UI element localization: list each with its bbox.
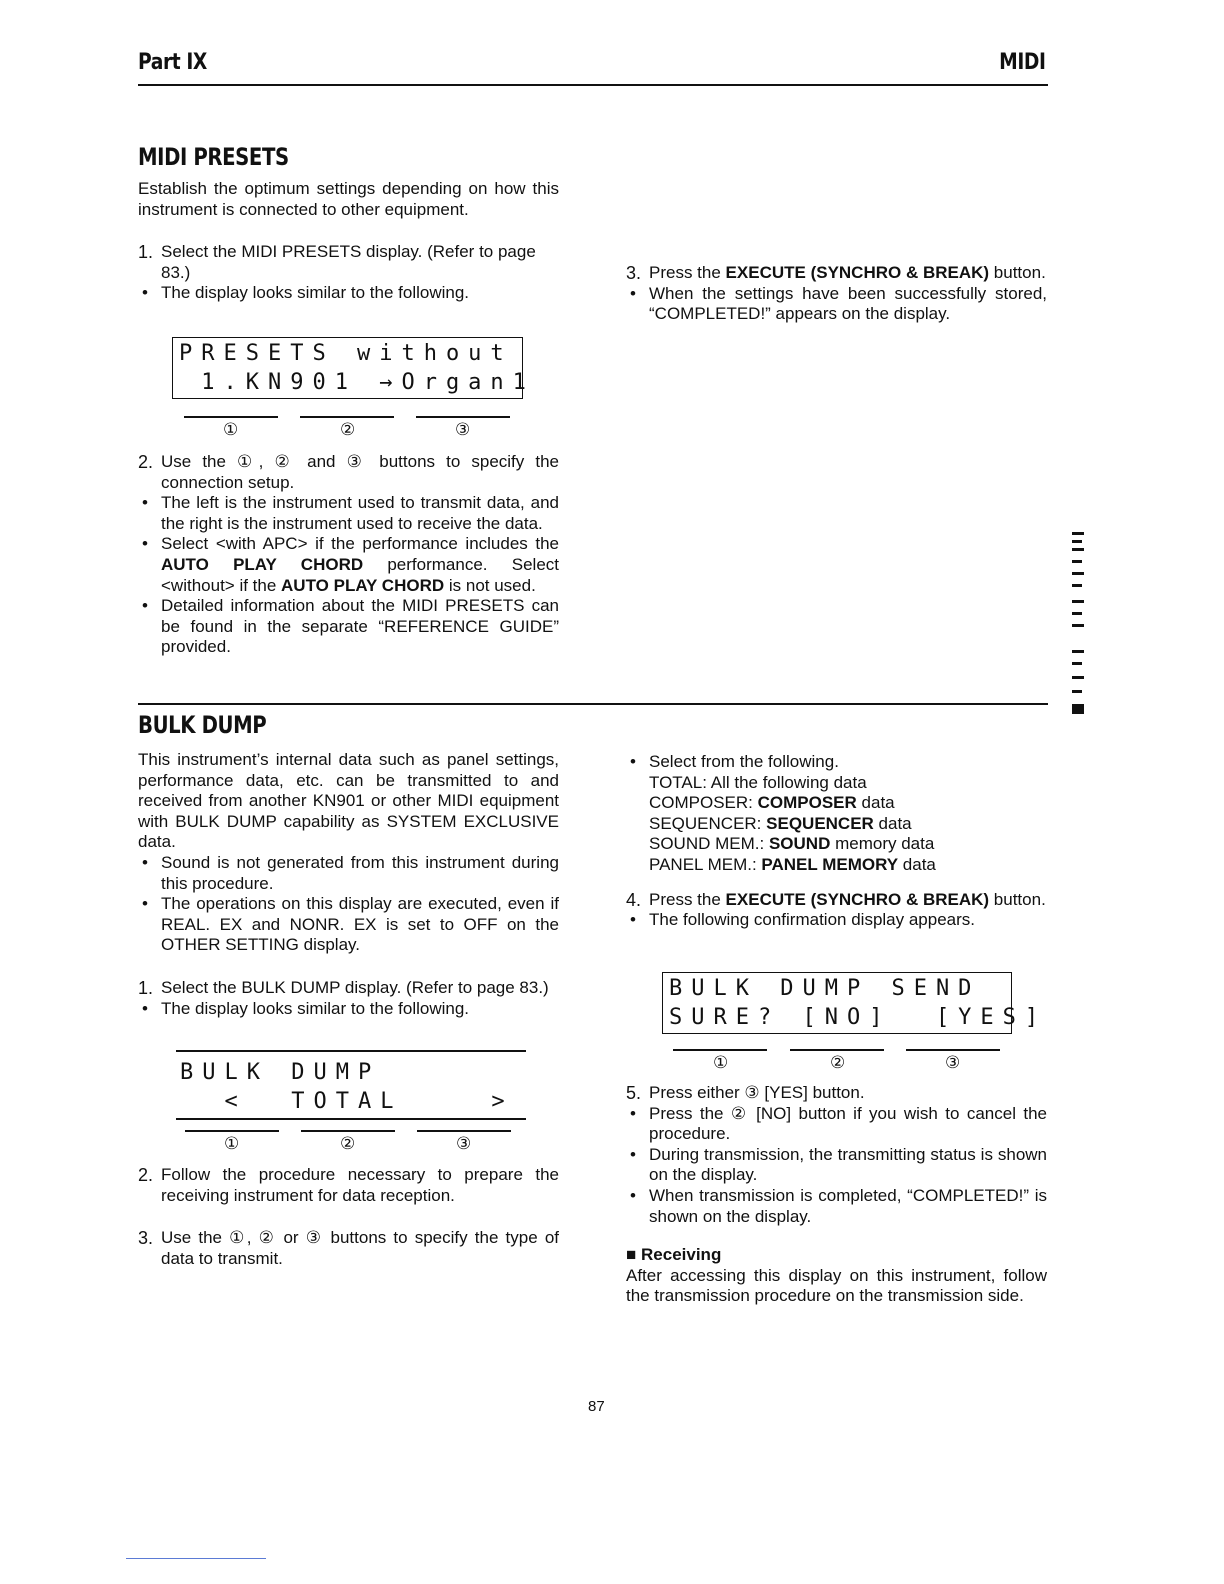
option-suffix: data bbox=[873, 813, 912, 833]
thumb-index-mark bbox=[1072, 540, 1082, 543]
step-text: Press either ③ [YES] button. bbox=[649, 1083, 865, 1102]
bulk-dump-step-5-bullet-2: • During transmission, the transmitting status is shown on the display. bbox=[626, 1145, 1047, 1186]
option-composer bbox=[649, 793, 1047, 814]
bulk-dump-title: BULK DUMP bbox=[138, 711, 267, 739]
midi-presets-step-2 bbox=[138, 452, 559, 493]
midi-presets-step-2-bullet-2: • Detailed information about the MIDI PRESETS can be found in the separate “REFERENCE GUIDE” provided. bbox=[138, 596, 559, 658]
thumb-index-mark bbox=[1072, 532, 1084, 535]
option-suffix: memory data bbox=[830, 834, 935, 854]
thumb-index-mark bbox=[1072, 572, 1084, 575]
presets-display bbox=[172, 337, 535, 399]
confirm-display-line-2: SURE? [NO] [YES] bbox=[669, 1005, 1048, 1030]
confirm-display-line-1: BULK DUMP SEND bbox=[669, 976, 981, 1001]
apc-text-a: Select <with APC> if the performance includes the bbox=[161, 534, 559, 554]
step-number: 2. bbox=[138, 1165, 154, 1185]
step-number: 4. bbox=[626, 889, 642, 910]
button-3-label: ③ bbox=[455, 420, 471, 440]
thumb-index-mark bbox=[1072, 662, 1082, 665]
step-text: Follow the procedure necessary to prepare the receiving instrument for data reception. bbox=[161, 1165, 559, 1205]
midi-presets-apc-bullet bbox=[138, 534, 559, 596]
thumb-index-mark bbox=[1072, 612, 1082, 615]
button-2-label: ② bbox=[340, 1134, 356, 1154]
step-number: 1. bbox=[138, 242, 154, 263]
midi-presets-left-column-2 bbox=[138, 452, 559, 658]
bulk-display-line-2: < TOTAL > bbox=[180, 1089, 514, 1114]
data-type-options bbox=[626, 773, 1047, 876]
button-2-underline bbox=[301, 1130, 395, 1132]
button-1-underline bbox=[185, 1130, 279, 1132]
section-label: MIDI bbox=[999, 50, 1046, 75]
bulk-display-top-line bbox=[176, 1050, 526, 1052]
button-1-label: ① bbox=[713, 1053, 729, 1073]
option-bold: SEQUENCER bbox=[766, 813, 874, 833]
option-label: COMPOSER: bbox=[649, 793, 758, 813]
thumb-index-mark bbox=[1072, 704, 1084, 714]
step-text: Select the BULK DUMP display. (Refer to page 83.) bbox=[161, 977, 549, 997]
bulk-dump-right-column bbox=[626, 752, 1047, 931]
midi-presets-right-column bbox=[626, 263, 1047, 325]
thumb-index-mark bbox=[1072, 650, 1084, 653]
button-3-label: ③ bbox=[945, 1053, 961, 1073]
button-2-label: ② bbox=[340, 420, 356, 440]
execute-button-name: EXECUTE (SYNCHRO & BREAK) bbox=[725, 889, 990, 909]
apc-text-e: is not used. bbox=[444, 575, 536, 595]
option-bold: SOUND bbox=[768, 834, 831, 854]
button-3-underline bbox=[906, 1049, 1000, 1051]
bulk-dump-step-4 bbox=[626, 890, 1047, 911]
header-rule bbox=[138, 84, 1048, 86]
option-label: TOTAL: bbox=[649, 772, 711, 792]
presets-display-line-2: 1.KN901 →Organ1 bbox=[179, 370, 535, 395]
button-3-underline bbox=[416, 416, 510, 418]
receiving-heading bbox=[626, 1245, 1047, 1266]
button-2-underline bbox=[300, 416, 394, 418]
button-3-underline bbox=[417, 1130, 511, 1132]
midi-presets-intro: Establish the optimum settings depending on how this instrument is connected to other equipment. bbox=[138, 179, 559, 219]
square-bullet-icon: ■ bbox=[626, 1245, 637, 1265]
button-1-label: ① bbox=[223, 420, 239, 440]
bulk-dump-step-1 bbox=[138, 978, 559, 999]
option-suffix: All the following data bbox=[710, 772, 867, 792]
step-text-a: Press the bbox=[649, 889, 726, 909]
option-suffix: data bbox=[856, 793, 895, 813]
section-divider bbox=[138, 703, 1048, 705]
thumb-index-mark bbox=[1072, 690, 1082, 693]
footer-line bbox=[126, 1558, 266, 1559]
midi-presets-title: MIDI PRESETS bbox=[138, 143, 289, 171]
option-total bbox=[649, 773, 1047, 794]
bulk-dump-intro: This instrument’s internal data such as panel settings, performance data, etc. can be transmitted to and received from another KN901 or other MIDI equipment with BULK DUMP capability as SYSTEM EXCLUSIVE data. bbox=[138, 750, 559, 852]
step-text: Use the ①, ② and ③ buttons to specify the connection setup. bbox=[161, 452, 559, 492]
bulk-dump-step-4-bullet: • The following confirmation display appears. bbox=[626, 910, 1047, 931]
thumb-index-mark bbox=[1072, 624, 1084, 627]
thumb-index-mark bbox=[1072, 560, 1082, 563]
presets-display-line-1: PRESETS without bbox=[179, 341, 513, 366]
bulk-dump-left-column bbox=[138, 750, 559, 1019]
option-bold: PANEL MEMORY bbox=[761, 854, 899, 874]
bulk-dump-step-3 bbox=[138, 1228, 559, 1269]
midi-presets-step-1-bullet: • The display looks similar to the following. bbox=[138, 283, 559, 304]
option-panel-mem bbox=[649, 855, 1047, 876]
bulk-display-line-1: BULK DUMP bbox=[180, 1060, 381, 1085]
option-label: SOUND MEM.: bbox=[649, 834, 769, 854]
bulk-dump-step-5-bullet-1: • Press the ② [NO] button if you wish to cancel the procedure. bbox=[626, 1104, 1047, 1145]
bulk-dump-intro-bullet-1: • Sound is not generated from this instrument during this procedure. bbox=[138, 853, 559, 894]
step-text-c: button. bbox=[989, 889, 1046, 909]
button-1-underline bbox=[184, 416, 278, 418]
page-number: 87 bbox=[588, 1398, 605, 1415]
select-intro: • Select from the following. bbox=[626, 752, 1047, 773]
option-sound-mem bbox=[649, 834, 1047, 855]
bulk-dump-left-column-2 bbox=[138, 1165, 559, 1269]
step-text-a: Press the bbox=[649, 263, 726, 282]
step-number: 5. bbox=[626, 1083, 642, 1103]
step-text: Use the ①, ② or ③ buttons to specify the type of data to transmit. bbox=[161, 1228, 559, 1268]
midi-presets-left-column bbox=[138, 179, 559, 304]
option-sequencer bbox=[649, 814, 1047, 835]
step-number: 3. bbox=[138, 1228, 154, 1249]
step-text-c: button. bbox=[989, 263, 1046, 282]
bulk-display-bottom-line bbox=[176, 1118, 526, 1120]
step-text: Select the MIDI PRESETS display. (Refer to page 83.) bbox=[161, 242, 536, 282]
option-label: SEQUENCER: bbox=[649, 813, 767, 833]
thumb-index-mark bbox=[1072, 584, 1082, 587]
bulk-dump-step-2 bbox=[138, 1165, 559, 1206]
button-3-label: ③ bbox=[456, 1134, 472, 1154]
receiving-title: Receiving bbox=[641, 1245, 722, 1265]
confirm-display bbox=[662, 972, 1048, 1034]
part-label: Part IX bbox=[138, 50, 207, 75]
midi-presets-step-1 bbox=[138, 242, 559, 283]
apc-bold-2: AUTO PLAY CHORD bbox=[281, 575, 445, 595]
button-2-label: ② bbox=[830, 1053, 846, 1073]
step-number: 1. bbox=[138, 977, 154, 998]
receiving-text: After accessing this display on this instrument, follow the transmission procedure on the transmission side. bbox=[626, 1265, 1047, 1306]
option-label: PANEL MEM.: bbox=[649, 854, 762, 874]
bulk-dump-right-column-2 bbox=[626, 1083, 1047, 1307]
midi-presets-step-3-bullet: • When the settings have been successfully stored, “COMPLETED!” appears on the display. bbox=[626, 284, 1047, 325]
thumb-index-mark bbox=[1072, 676, 1084, 679]
thumb-index-mark bbox=[1072, 600, 1084, 603]
midi-presets-step-2-bullet-1: • The left is the instrument used to transmit data, and the right is the instrument used to receive the data. bbox=[138, 493, 559, 534]
execute-button-name: EXECUTE (SYNCHRO & BREAK) bbox=[725, 263, 990, 282]
step-number: 3. bbox=[626, 263, 642, 283]
apc-bold-1: AUTO PLAY CHORD bbox=[161, 554, 364, 574]
apc-text-c: performance. Select <without> if the bbox=[161, 554, 559, 595]
button-1-label: ① bbox=[224, 1134, 240, 1154]
option-bold: COMPOSER bbox=[757, 793, 857, 813]
step-number: 2. bbox=[138, 452, 154, 472]
bulk-dump-step-5 bbox=[626, 1083, 1047, 1104]
thumb-index-mark bbox=[1072, 548, 1084, 551]
bulk-dump-intro-bullet-2: • The operations on this display are executed, even if REAL. EX and NONR. EX is set to OFF on the OTHER SETTING display. bbox=[138, 894, 559, 956]
button-1-underline bbox=[673, 1049, 767, 1051]
midi-presets-step-3 bbox=[626, 263, 1047, 284]
option-suffix: data bbox=[898, 854, 936, 874]
bulk-dump-step-5-bullet-3: • When transmission is completed, “COMPLETED!” is shown on the display. bbox=[626, 1186, 1047, 1227]
button-2-underline bbox=[790, 1049, 884, 1051]
bulk-dump-step-1-bullet: • The display looks similar to the following. bbox=[138, 999, 559, 1020]
